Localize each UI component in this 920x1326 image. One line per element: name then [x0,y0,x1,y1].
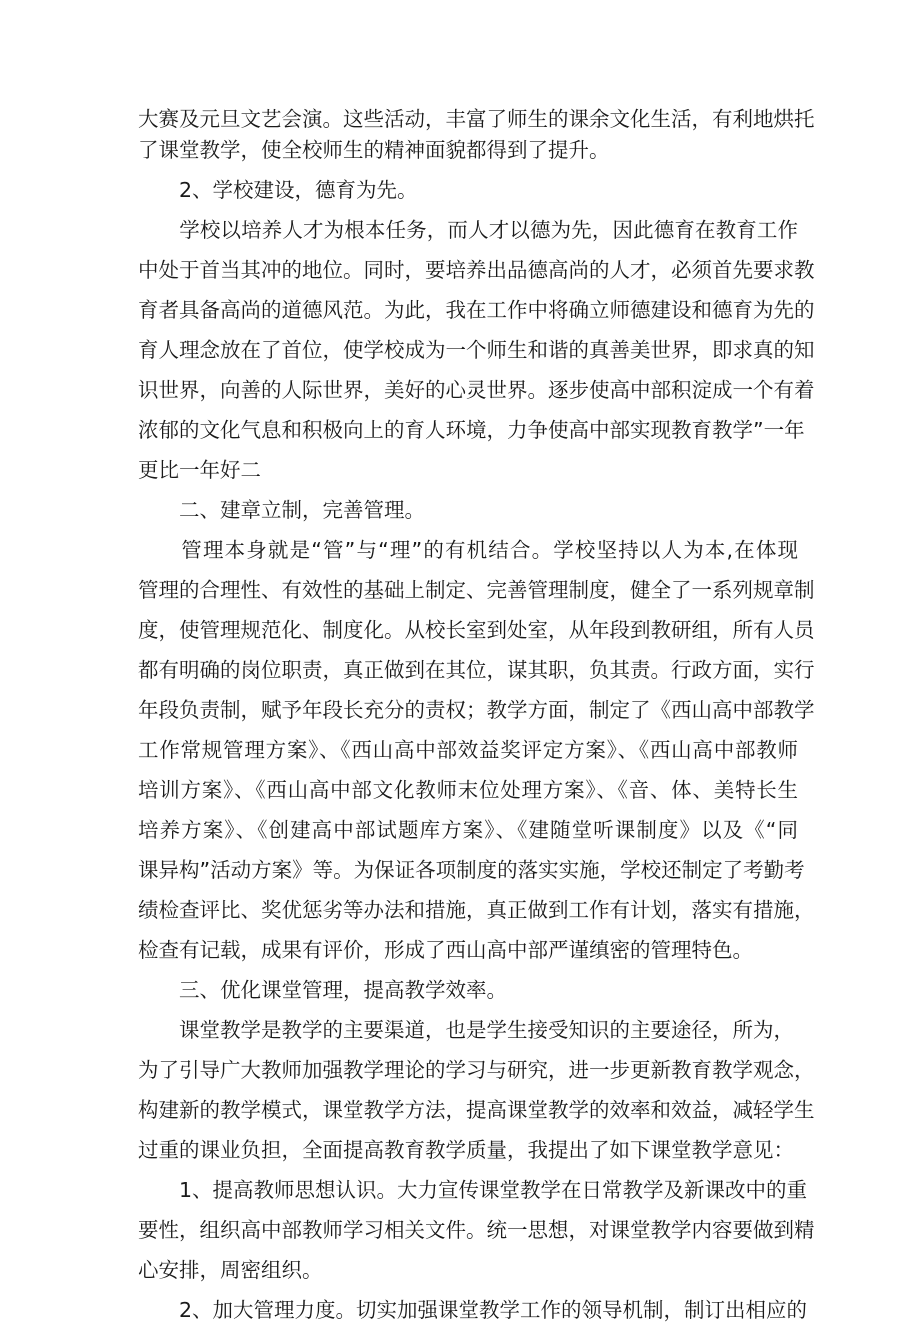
paragraph-line: 育者具备高尚的道德风范。为此，我在工作中将确立师德建设和德育为先的 [138,298,815,322]
paragraph-line: 学校以培养人才为根本任务，而人才以德为先，因此德育在教育工作 [138,218,798,242]
paragraph-line: 心安排，周密组织。 [138,1258,323,1282]
paragraph-line: 大赛及元旦文艺会演。这些活动，丰富了师生的课余文化生活，有利地烘托 [138,107,815,131]
paragraph-line: 培养方案》、《创建高中部试题库方案》、《建随堂听课制度》以及《“同 [138,818,798,842]
paragraph-line: 过重的课业负担，全面提高教育教学质量，我提出了如下课堂教学意见： [138,1138,794,1162]
paragraph-line: 更比一年好二 [138,458,261,482]
document-page [138,104,815,1326]
paragraph-line: 中处于首当其冲的地位。同时，要培养出品德高尚的人才，必须首先要求教 [138,258,815,282]
paragraph-line: 1、提高教师思想认识。大力宣传课堂教学在日常教学及新课改中的重 [138,1178,808,1202]
paragraph-line: 识世界，向善的人际世界，美好的心灵世界。逐步使高中部积淀成一个有着 [138,378,815,402]
paragraph-line: 工作常规管理方案》、《西山高中部效益奖评定方案》、《西山高中部教师 [138,738,798,762]
paragraph-line: 2、加大管理力度。切实加强课堂教学工作的领导机制，制订出相应的 [138,1298,808,1322]
paragraph-line: 绩检查评比、奖优惩劣等办法和措施，真正做到工作有计划，落实有措施， [138,898,815,922]
paragraph-line: 浓郁的文化气息和积极向上的育人环境，力争使高中部实现教育教学”一年 [138,418,805,442]
paragraph-line: 都有明确的岗位职责，真正做到在其位，谋其职，负其责。行政方面，实行 [138,658,815,682]
paragraph-line: 课堂教学是教学的主要渠道，也是学生接受知识的主要途径，所为， [138,1018,794,1042]
paragraph-line: 管理的合理性、有效性的基础上制定、完善管理制度，健全了一系列规章制 [138,578,815,602]
paragraph-line: 课异构”活动方案》等。为保证各项制度的落实实施，学校还制定了考勤考 [138,858,805,882]
paragraph-line: 为了引导广大教师加强教学理论的学习与研究，进一步更新教育教学观念， [138,1058,815,1082]
section-heading: 2、学校建设，德育为先。 [138,178,418,202]
paragraph-line: 度，使管理规范化、制度化。从校长室到处室，从年段到教研组，所有人员 [138,618,815,642]
paragraph-line: 检查有记载，成果有评价，形成了西山高中部严谨缜密的管理特色。 [138,938,753,962]
paragraph-line: 了课堂教学，使全校师生的精神面貌都得到了提升。 [138,138,610,162]
paragraph-line: 管理本身就是“管”与“理”的有机结合。学校坚持以人为本,在体现 [138,538,798,562]
paragraph-line: 培训方案》、《西山高中部文化教师末位处理方案》、《音、体、美特长生 [138,778,798,802]
section-heading: 二、建章立制，完善管理。 [138,498,425,522]
paragraph-line: 育人理念放在了首位，使学校成为一个师生和谐的真善美世界，即求真的知 [138,338,815,362]
paragraph-line: 要性，组织高中部教师学习相关文件。统一思想，对课堂教学内容要做到精 [138,1218,815,1242]
section-heading: 三、优化课堂管理，提高教学效率。 [138,978,507,1002]
paragraph-line: 年段负责制，赋予年段长充分的责权；教学方面，制定了《西山高中部教学 [138,698,815,722]
paragraph-line: 构建新的教学模式，课堂教学方法，提高课堂教学的效率和效益，减轻学生 [138,1098,815,1122]
